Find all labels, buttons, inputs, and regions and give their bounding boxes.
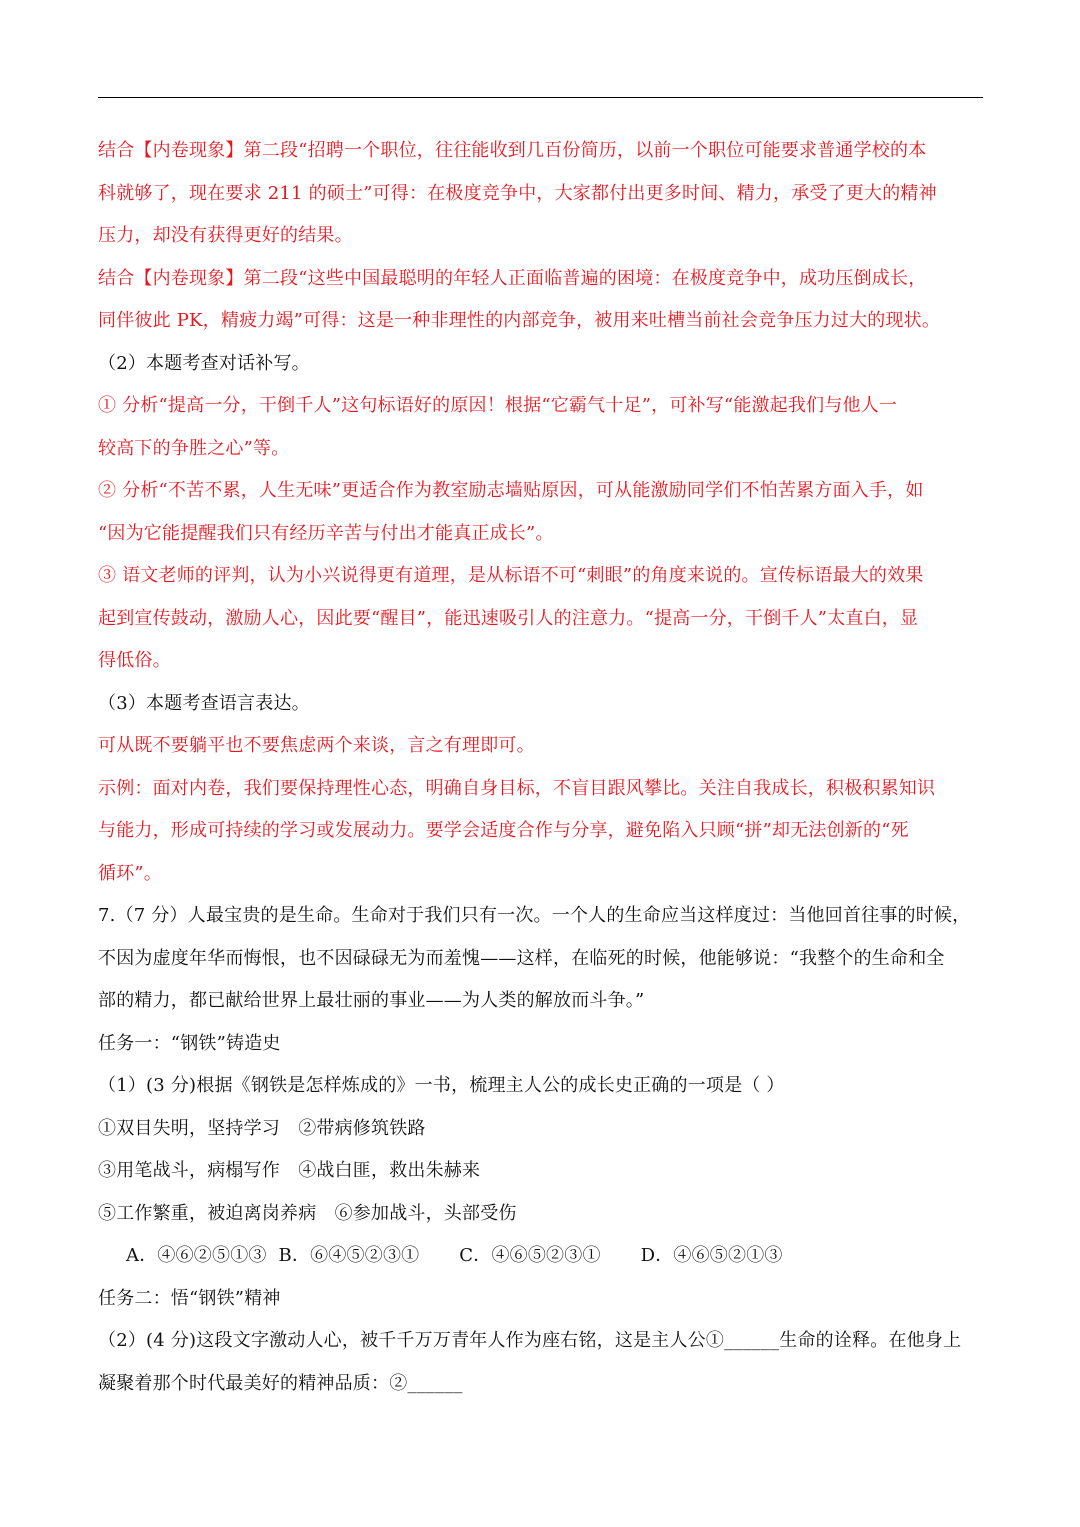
task-1-question: （1）(3 分)根据《钢铁是怎样炼成的》一书，梳理主人公的成长史正确的一项是（ ） [98,1075,785,1096]
question-7-passage [98,895,983,1023]
text-line: 凝聚着那个时代最美好的精神品质：②______ [98,1372,463,1394]
choice-b[interactable]: B．⑥④⑤②③① [278,1245,420,1266]
q2-item-2 [98,470,983,555]
choice-a[interactable]: A．④⑥②⑤①③ [126,1245,267,1266]
task-2-title: 任务二：悟“钢铁”精神 [98,1287,281,1309]
choice-c[interactable]: C．④⑥⑤②③① [459,1245,601,1266]
choice-row [98,1235,983,1278]
q2-item-1 [98,385,983,470]
q3-heading: （3）本题考查语言表达。 [98,692,310,714]
header-rule [98,97,983,98]
text-line: 同伴彼此 PK，精疲力竭”可得：这是一种非理性的内部竞争，被用来吐槽当前社会竞争压力过大的现状。 [98,310,941,331]
event-list [98,1108,983,1236]
analysis-paragraph-1 [98,130,983,258]
event-line: ③用笔战斗，病榻写作 ④战白匪，救出朱赫来 [98,1160,481,1181]
text-line: 较高下的争胜之心”等。 [98,437,290,459]
choice-d[interactable]: D．④⑥⑤②①③ [640,1245,783,1266]
text-line: 示例：面对内卷，我们要保持理性心态，明确自身目标，不盲目跟风攀比。关注自我成长，积极积累知识 [98,777,936,799]
text-line: 结合【内卷现象】第二段“招聘一个职位，往往能收到几百份简历，以前一个职位可能要求普通学校的本 [98,140,927,161]
text-line: 压力，却没有获得更好的结果。 [98,225,353,246]
q3-example [98,768,983,896]
text-line: 结合【内卷现象】第二段“这些中国最聪明的年轻人正面临普遍的困境：在极度竞争中，成功压倒成长， [98,267,927,289]
text-line: 起到宣传鼓动，激励人心，因此要“醒目”，能迅速吸引人的注意力。“提高一分，干倒千人”太直白，显 [98,607,919,629]
task-2-question [98,1320,983,1405]
text-line: （2）(4 分)这段文字激动人心，被千千万万青年人作为座右铭，这是主人公①______生命的诠释。在他身上 [98,1330,962,1351]
text-line: 循环”。 [98,862,163,884]
analysis-paragraph-2 [98,258,983,343]
text-line: 部的精力，都已献给世界上最壮丽的事业——为人类的解放而斗争。” [98,990,645,1011]
text-line: ② 分析“不苦不累，人生无味”更适合作为教室励志墙贴原因，可从能激励同学们不怕苦累方面入手，如 [98,480,924,501]
text-line: ③ 语文老师的评判，认为小兴说得更有道理，是从标语不可“刺眼”的角度来说的。宣传标语最大的效果 [98,565,924,586]
q2-item-3 [98,555,983,683]
q2-heading: （2）本题考查对话补写。 [98,352,310,374]
text-line: ① 分析“提高一分，干倒千人”这句标语好的原因！根据“它霸气十足”，可补写“能激起我们与他人一 [98,395,898,416]
text-line: 7.（7 分）人最宝贵的是生命。生命对于我们只有一次。一个人的生命应当这样度过：当他回首往事的时候， [98,905,971,926]
text-line: 不因为虚度年华而悔恨，也不因碌碌无为而羞愧——这样，在临死的时候，他能够说：“我整个的生命和全 [98,947,945,969]
document-body [98,130,983,1405]
text-line: 科就够了，现在要求 211 的硕士”可得：在极度竞争中，大家都付出更多时间、精力，承受了更大的精神 [98,182,937,204]
q3-hint: 可从既不要躺平也不要焦虑两个来谈，言之有理即可。 [98,735,535,756]
task-1-title: 任务一：“钢铁”铸造史 [98,1032,281,1054]
event-line: ⑤工作繁重，被迫离岗养病 ⑥参加战斗，头部受伤 [98,1202,517,1224]
event-line: ①双目失明，坚持学习 ②带病修筑铁路 [98,1117,426,1139]
text-line: 得低俗。 [98,650,171,671]
text-line: 与能力，形成可持续的学习或发展动力。要学会适度合作与分享，避免陷入只顾“拼”却无法创新的“死 [98,820,909,841]
text-line: “因为它能提醒我们只有经历辛苦与付出才能真正成长”。 [98,522,554,544]
